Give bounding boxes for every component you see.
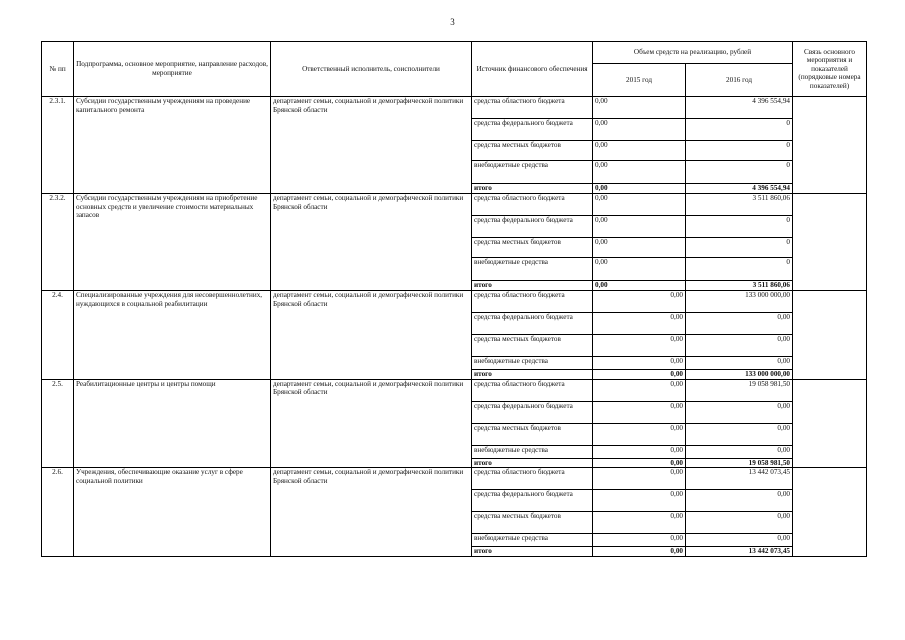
item-program: Специализированные учреждения для несовершеннолетних, нуждающихся в социальной реабилитации <box>74 291 271 380</box>
item-program: Реабилитационные центры и центры помощи <box>74 379 271 468</box>
amount-2016: 19 058 981,50 <box>686 458 793 468</box>
amount-2015: 0,00 <box>593 184 686 194</box>
funding-source: средства местных бюджетов <box>472 335 593 357</box>
indicator-link <box>793 291 867 380</box>
table-body <box>42 97 867 557</box>
amount-2016: 0 <box>686 238 793 258</box>
amount-2015: 0,00 <box>593 468 686 490</box>
amount-2015: 0,00 <box>593 534 686 547</box>
amount-2016: 3 511 860,06 <box>686 194 793 216</box>
funding-source: средства федерального бюджета <box>472 119 593 141</box>
item-number: 2.4. <box>42 291 74 380</box>
amount-2016: 0,00 <box>686 313 793 335</box>
amount-2016: 0,00 <box>686 335 793 357</box>
amount-2015: 0,00 <box>593 379 686 401</box>
amount-2016: 0 <box>686 119 793 141</box>
amount-2016: 13 442 073,45 <box>686 547 793 557</box>
indicator-link <box>793 468 867 557</box>
item-executor: департамент семьи, социальной и демографической политики Брянской области <box>271 194 472 291</box>
funding-source: средства местных бюджетов <box>472 238 593 258</box>
funding-source: средства областного бюджета <box>472 291 593 313</box>
item-number: 2.6. <box>42 468 74 557</box>
table-row <box>42 379 867 401</box>
amount-2016: 0,00 <box>686 490 793 512</box>
amount-2016: 19 058 981,50 <box>686 379 793 401</box>
amount-2015: 0,00 <box>593 512 686 534</box>
funding-source: средства федерального бюджета <box>472 401 593 423</box>
funding-source: средства федерального бюджета <box>472 216 593 238</box>
amount-2015: 0,00 <box>593 258 686 281</box>
funding-source: средства областного бюджета <box>472 194 593 216</box>
funding-source: средства областного бюджета <box>472 97 593 119</box>
amount-2016: 133 000 000,00 <box>686 370 793 380</box>
table-row <box>42 291 867 313</box>
amount-2015: 0,00 <box>593 238 686 258</box>
header-link: Связь основного мероприятия и показателей (порядковые номера показателей) <box>793 42 867 97</box>
amount-2015: 0,00 <box>593 97 686 119</box>
amount-2015: 0,00 <box>593 423 686 445</box>
amount-2015: 0,00 <box>593 291 686 313</box>
funding-source: средства федерального бюджета <box>472 313 593 335</box>
header-source: Источник финансового обеспечения <box>472 42 593 97</box>
funding-source: внебюджетные средства <box>472 161 593 184</box>
indicator-link <box>793 194 867 291</box>
amount-2015: 0,00 <box>593 216 686 238</box>
amount-2015: 0,00 <box>593 335 686 357</box>
funding-source: итого <box>472 547 593 557</box>
amount-2015: 0,00 <box>593 357 686 370</box>
amount-2015: 0,00 <box>593 161 686 184</box>
header-no: № пп <box>42 42 74 97</box>
item-number: 2.3.1. <box>42 97 74 194</box>
amount-2015: 0,00 <box>593 281 686 291</box>
amount-2015: 0,00 <box>593 194 686 216</box>
amount-2015: 0,00 <box>593 141 686 161</box>
funding-source: средства федерального бюджета <box>472 490 593 512</box>
amount-2016: 0,00 <box>686 423 793 445</box>
amount-2015: 0,00 <box>593 370 686 380</box>
header-volume: Объем средств на реализацию, рублей <box>593 42 793 64</box>
funding-source: внебюджетные средства <box>472 357 593 370</box>
funding-source: внебюджетные средства <box>472 258 593 281</box>
item-number: 2.3.2. <box>42 194 74 291</box>
amount-2016: 4 396 554,94 <box>686 184 793 194</box>
amount-2016: 0 <box>686 141 793 161</box>
table-header-row <box>42 42 867 64</box>
amount-2016: 0,00 <box>686 512 793 534</box>
item-executor: департамент семьи, социальной и демографической политики Брянской области <box>271 97 472 194</box>
amount-2016: 0,00 <box>686 357 793 370</box>
amount-2016: 0 <box>686 258 793 281</box>
amount-2015: 0,00 <box>593 547 686 557</box>
funding-source: итого <box>472 281 593 291</box>
funding-source: средства местных бюджетов <box>472 141 593 161</box>
indicator-link <box>793 97 867 194</box>
amount-2015: 0,00 <box>593 490 686 512</box>
funding-source: внебюджетные средства <box>472 445 593 458</box>
page-number: 3 <box>450 17 455 27</box>
table-row <box>42 97 867 119</box>
amount-2016: 4 396 554,94 <box>686 97 793 119</box>
item-executor: департамент семьи, социальной и демографической политики Брянской области <box>271 291 472 380</box>
amount-2016: 0 <box>686 216 793 238</box>
item-program: Субсидии государственным учреждениям на приобретение основных средств и увеличение стоимости материальных запасов <box>74 194 271 291</box>
amount-2015: 0,00 <box>593 445 686 458</box>
indicator-link <box>793 379 867 468</box>
header-program: Подпрограмма, основное мероприятие, направление расходов, мероприятие <box>74 42 271 97</box>
amount-2016: 0,00 <box>686 401 793 423</box>
header-executor: Ответственный исполнитель, соисполнители <box>271 42 472 97</box>
funding-source: средства областного бюджета <box>472 379 593 401</box>
amount-2015: 0,00 <box>593 313 686 335</box>
funding-source: итого <box>472 184 593 194</box>
table-row <box>42 194 867 216</box>
funding-source: итого <box>472 458 593 468</box>
amount-2016: 0,00 <box>686 445 793 458</box>
funding-source: средства областного бюджета <box>472 468 593 490</box>
item-executor: департамент семьи, социальной и демографической политики Брянской области <box>271 468 472 557</box>
funding-source: средства местных бюджетов <box>472 512 593 534</box>
header-year-2016: 2016 год <box>686 64 793 97</box>
funding-source: итого <box>472 370 593 380</box>
item-program: Учреждения, обеспечивающие оказание услуг в сфере социальной политики <box>74 468 271 557</box>
funding-source: внебюджетные средства <box>472 534 593 547</box>
amount-2016: 133 000 000,00 <box>686 291 793 313</box>
item-number: 2.5. <box>42 379 74 468</box>
amount-2016: 3 511 860,06 <box>686 281 793 291</box>
amount-2016: 0 <box>686 161 793 184</box>
header-year-2015: 2015 год <box>593 64 686 97</box>
amount-2016: 0,00 <box>686 534 793 547</box>
amount-2016: 13 442 073,45 <box>686 468 793 490</box>
financing-table <box>41 41 867 557</box>
amount-2015: 0,00 <box>593 119 686 141</box>
item-executor: департамент семьи, социальной и демографической политики Брянской области <box>271 379 472 468</box>
item-program: Субсидии государственным учреждениям на проведение капитального ремонта <box>74 97 271 194</box>
amount-2015: 0,00 <box>593 458 686 468</box>
amount-2015: 0,00 <box>593 401 686 423</box>
table-row <box>42 468 867 490</box>
funding-source: средства местных бюджетов <box>472 423 593 445</box>
